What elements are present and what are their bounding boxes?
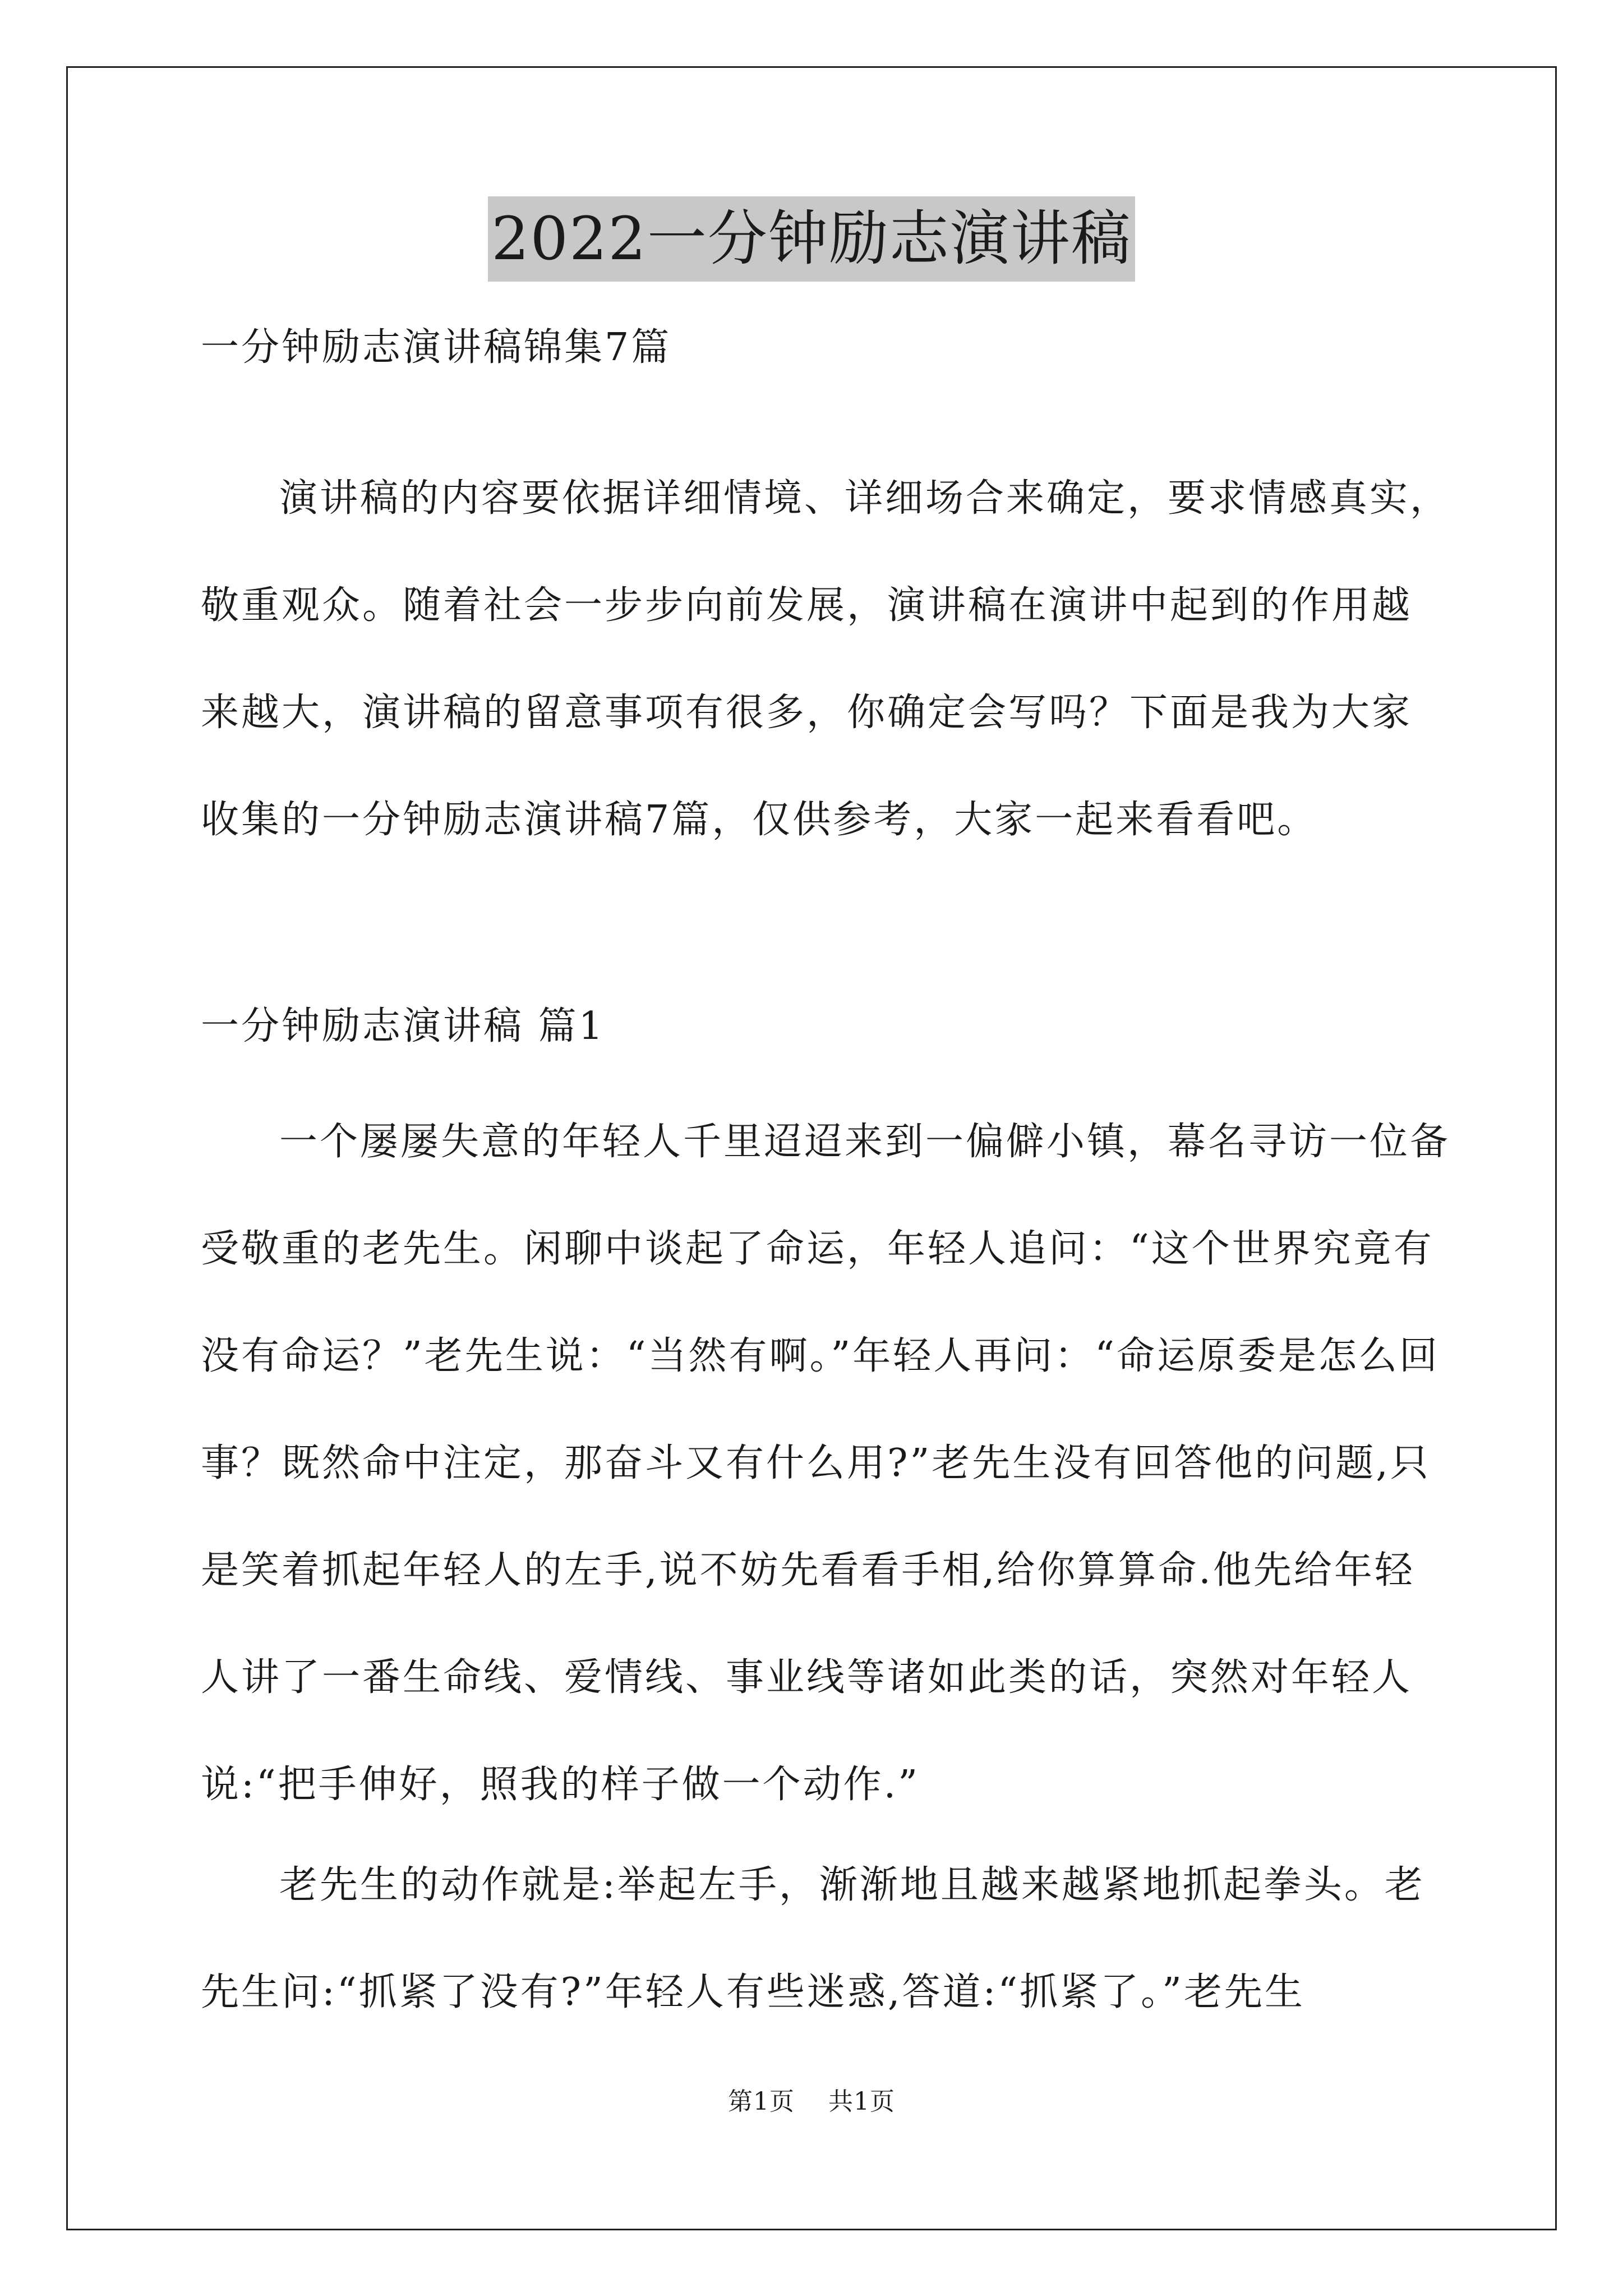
title-container xyxy=(0,196,1623,282)
page-total: 共1页 xyxy=(828,2087,895,2116)
body-paragraph-2: 老先生的动作就是:举起左手，渐渐地且越来越紧地抓起拳头。老先生问:“抓紧了没有?”年轻人有些迷惑,答道:“抓紧了。”老先生 xyxy=(201,1863,1425,2014)
body-paragraph-1: 一个屡屡失意的年轻人千里迢迢来到一偏僻小镇，幕名寻访一位备受敬重的老先生。闲聊中谈起了命运，年轻人追问：“这个世界究竟有没有命运？”老先生说：“当然有啊。”年轻人再问：“命运原委是怎么回事？既然命中注定，那奋斗又有什么用?”老先生没有回答他的问题,只是笑着抓起年轻人的左手,说不妨先看看手相,给你算算命.他先给年轻人讲了一番生命线、爱情线、事业线等诸如此类的话，突然对年轻人说:“把手伸好，照我的样子做一个动作.” xyxy=(201,1120,1451,1807)
section-heading: 一分钟励志演讲稿 篇1 xyxy=(201,1004,605,1048)
intro-paragraph: 演讲稿的内容要依据详细情境、详细场合来确定，要求情感真实，敬重观众。随着社会一步步向前发展，演讲稿在演讲中起到的作用越来越大，演讲稿的留意事项有很多，你确定会写吗？下面是我为大家收集的一分钟励志演讲稿7篇，仅供参考，大家一起来看看吧。 xyxy=(201,476,1451,842)
page-footer xyxy=(0,2081,1623,2117)
page-number: 第1页 xyxy=(728,2087,795,2116)
document-subtitle: 一分钟励志演讲稿锦集7篇 xyxy=(201,325,672,370)
page-title: 2022一分钟励志演讲稿 xyxy=(488,196,1135,282)
